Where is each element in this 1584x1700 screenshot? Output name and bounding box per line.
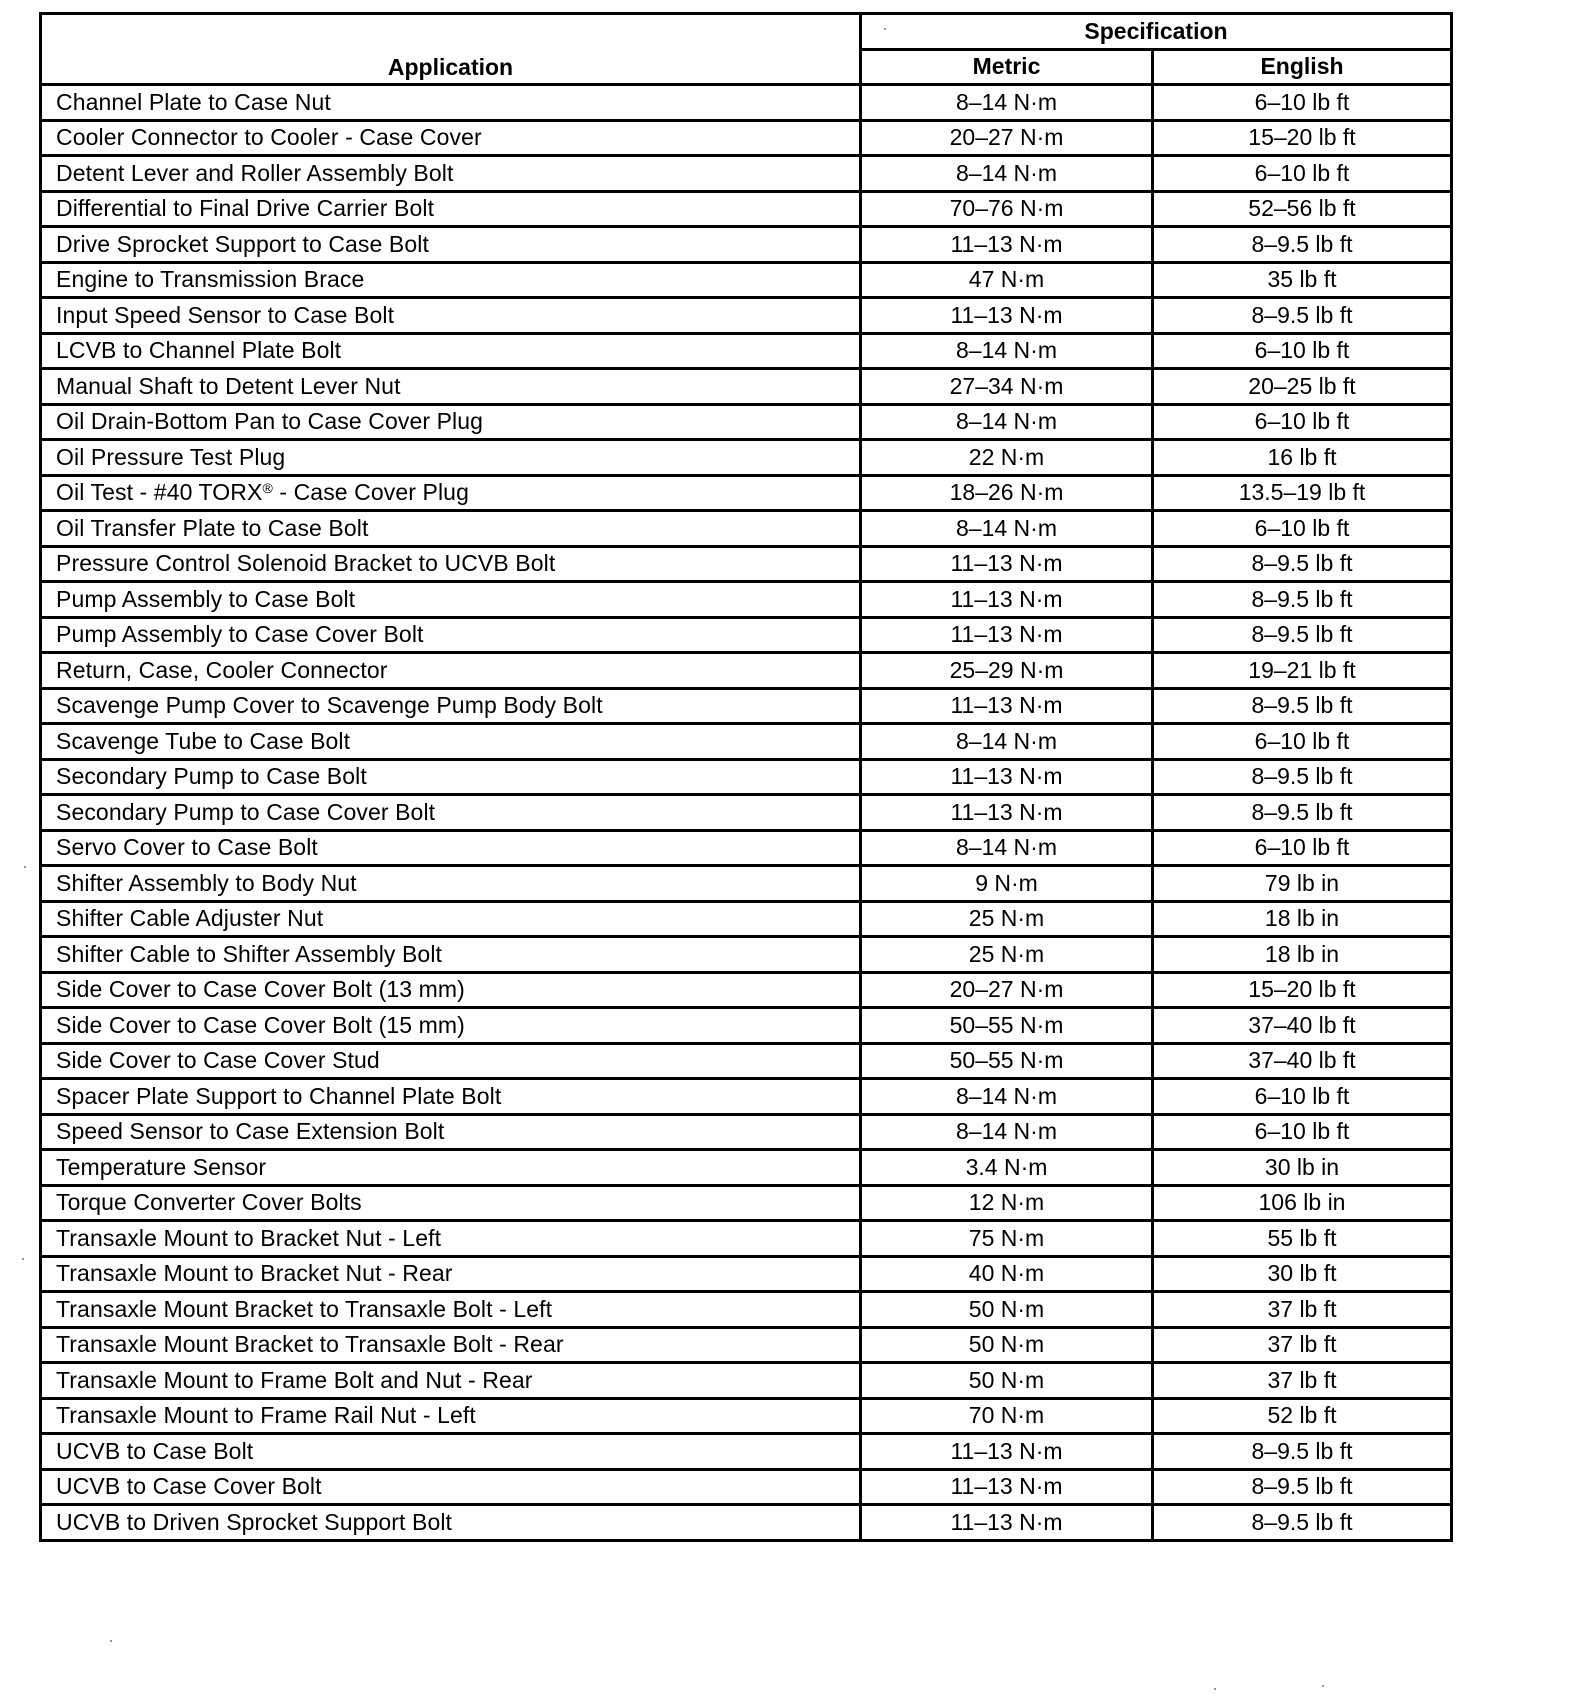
english-cell: 6–10 lb ft [1153, 156, 1452, 192]
english-cell: 37–40 lb ft [1153, 1008, 1452, 1044]
english-cell: 37 lb ft [1153, 1363, 1452, 1399]
table-row [41, 688, 1452, 724]
metric-cell: 11–13 N·m [861, 1505, 1153, 1541]
table-row [41, 1327, 1452, 1363]
metric-cell: 11–13 N·m [861, 795, 1153, 831]
application-cell: Temperature Sensor [41, 1150, 861, 1186]
application-cell: Scavenge Tube to Case Bolt [41, 724, 861, 760]
english-cell: 18 lb in [1153, 901, 1452, 937]
metric-cell: 25 N·m [861, 901, 1153, 937]
scan-speck [110, 1640, 112, 1642]
english-cell: 8–9.5 lb ft [1153, 795, 1452, 831]
application-cell: Cooler Connector to Cooler - Case Cover [41, 120, 861, 156]
application-cell: Side Cover to Case Cover Bolt (15 mm) [41, 1008, 861, 1044]
metric-cell: 11–13 N·m [861, 546, 1153, 582]
metric-cell: 22 N·m [861, 440, 1153, 476]
scan-speck [884, 28, 886, 30]
english-cell: 35 lb ft [1153, 262, 1452, 298]
table-row [41, 191, 1452, 227]
scan-speck [1322, 1685, 1324, 1687]
application-cell: Detent Lever and Roller Assembly Bolt [41, 156, 861, 192]
english-cell: 6–10 lb ft [1153, 333, 1452, 369]
application-cell: LCVB to Channel Plate Bolt [41, 333, 861, 369]
application-cell: Speed Sensor to Case Extension Bolt [41, 1114, 861, 1150]
application-cell: Differential to Final Drive Carrier Bolt [41, 191, 861, 227]
table-row [41, 1185, 1452, 1221]
metric-cell: 8–14 N·m [861, 404, 1153, 440]
english-cell: 8–9.5 lb ft [1153, 759, 1452, 795]
application-cell: Pressure Control Solenoid Bracket to UCVB Bolt [41, 546, 861, 582]
application-header: Application [41, 14, 861, 85]
metric-cell: 11–13 N·m [861, 759, 1153, 795]
application-cell: Pump Assembly to Case Cover Bolt [41, 617, 861, 653]
application-cell: Engine to Transmission Brace [41, 262, 861, 298]
metric-cell: 8–14 N·m [861, 830, 1153, 866]
metric-cell: 11–13 N·m [861, 1469, 1153, 1505]
table-row [41, 546, 1452, 582]
metric-cell: 25–29 N·m [861, 653, 1153, 689]
header-row-top [41, 14, 1452, 50]
metric-cell: 50–55 N·m [861, 1008, 1153, 1044]
metric-cell: 11–13 N·m [861, 617, 1153, 653]
table-row [41, 511, 1452, 547]
table-row [41, 369, 1452, 405]
table-row [41, 85, 1452, 121]
english-cell: 8–9.5 lb ft [1153, 1505, 1452, 1541]
table-row [41, 1292, 1452, 1328]
application-cell: Secondary Pump to Case Cover Bolt [41, 795, 861, 831]
application-cell: Input Speed Sensor to Case Bolt [41, 298, 861, 334]
metric-cell: 8–14 N·m [861, 724, 1153, 760]
table-row [41, 617, 1452, 653]
english-cell: 6–10 lb ft [1153, 511, 1452, 547]
fastener-specification-table [39, 12, 1453, 1542]
application-cell: Transaxle Mount to Bracket Nut - Left [41, 1221, 861, 1257]
table-row [41, 866, 1452, 902]
application-cell: Pump Assembly to Case Bolt [41, 582, 861, 618]
english-cell: 8–9.5 lb ft [1153, 688, 1452, 724]
english-cell: 8–9.5 lb ft [1153, 546, 1452, 582]
application-cell: Scavenge Pump Cover to Scavenge Pump Body Bolt [41, 688, 861, 724]
english-cell: 30 lb in [1153, 1150, 1452, 1186]
metric-cell: 47 N·m [861, 262, 1153, 298]
table-row [41, 937, 1452, 973]
table-row [41, 156, 1452, 192]
english-cell: 6–10 lb ft [1153, 830, 1452, 866]
table-row [41, 1398, 1452, 1434]
english-cell: 37–40 lb ft [1153, 1043, 1452, 1079]
english-cell: 8–9.5 lb ft [1153, 1469, 1452, 1505]
application-cell: Side Cover to Case Cover Stud [41, 1043, 861, 1079]
metric-cell: 8–14 N·m [861, 333, 1153, 369]
metric-cell: 50–55 N·m [861, 1043, 1153, 1079]
table-body [41, 85, 1452, 1541]
english-cell: 6–10 lb ft [1153, 724, 1452, 760]
table-row [41, 440, 1452, 476]
english-cell: 55 lb ft [1153, 1221, 1452, 1257]
english-cell: 15–20 lb ft [1153, 120, 1452, 156]
metric-cell: 70–76 N·m [861, 191, 1153, 227]
table-row [41, 1505, 1452, 1541]
metric-cell: 11–13 N·m [861, 298, 1153, 334]
scan-speck [22, 1258, 24, 1260]
english-cell: 6–10 lb ft [1153, 1114, 1452, 1150]
metric-cell: 50 N·m [861, 1363, 1153, 1399]
table-row [41, 972, 1452, 1008]
table-row [41, 582, 1452, 618]
scan-speck [1214, 1688, 1216, 1690]
application-cell: UCVB to Case Bolt [41, 1434, 861, 1470]
table-row [41, 1221, 1452, 1257]
table-row [41, 475, 1452, 511]
english-cell: 52 lb ft [1153, 1398, 1452, 1434]
metric-cell: 12 N·m [861, 1185, 1153, 1221]
table-row [41, 830, 1452, 866]
english-cell: 8–9.5 lb ft [1153, 1434, 1452, 1470]
metric-cell: 27–34 N·m [861, 369, 1153, 405]
application-cell: Transaxle Mount to Bracket Nut - Rear [41, 1256, 861, 1292]
table-row [41, 404, 1452, 440]
metric-cell: 8–14 N·m [861, 85, 1153, 121]
application-cell: Servo Cover to Case Bolt [41, 830, 861, 866]
application-cell: Transaxle Mount Bracket to Transaxle Bolt - Rear [41, 1327, 861, 1363]
application-cell: Transaxle Mount Bracket to Transaxle Bolt - Left [41, 1292, 861, 1328]
metric-cell: 11–13 N·m [861, 582, 1153, 618]
table-row [41, 653, 1452, 689]
english-cell: 19–21 lb ft [1153, 653, 1452, 689]
metric-cell: 25 N·m [861, 937, 1153, 973]
table-header [41, 14, 1452, 85]
english-cell: 8–9.5 lb ft [1153, 617, 1452, 653]
table-row [41, 1434, 1452, 1470]
application-cell: UCVB to Driven Sprocket Support Bolt [41, 1505, 861, 1541]
english-cell: 20–25 lb ft [1153, 369, 1452, 405]
application-cell: Spacer Plate Support to Channel Plate Bolt [41, 1079, 861, 1115]
application-cell: Return, Case, Cooler Connector [41, 653, 861, 689]
application-cell: Shifter Cable to Shifter Assembly Bolt [41, 937, 861, 973]
table-row [41, 262, 1452, 298]
table-row [41, 1150, 1452, 1186]
registered-mark: ® [262, 480, 273, 497]
application-cell: Oil Transfer Plate to Case Bolt [41, 511, 861, 547]
english-cell: 79 lb in [1153, 866, 1452, 902]
application-cell: Secondary Pump to Case Bolt [41, 759, 861, 795]
table-row [41, 759, 1452, 795]
table-row [41, 333, 1452, 369]
table-row [41, 1043, 1452, 1079]
table-row [41, 120, 1452, 156]
application-cell: Transaxle Mount to Frame Bolt and Nut - Rear [41, 1363, 861, 1399]
table-row [41, 227, 1452, 263]
table-row [41, 1363, 1452, 1399]
scan-speck [24, 866, 26, 868]
metric-header: Metric [861, 49, 1153, 85]
metric-cell: 75 N·m [861, 1221, 1153, 1257]
metric-cell: 11–13 N·m [861, 688, 1153, 724]
application-cell: Oil Pressure Test Plug [41, 440, 861, 476]
metric-cell: 20–27 N·m [861, 972, 1153, 1008]
application-cell: Side Cover to Case Cover Bolt (13 mm) [41, 972, 861, 1008]
table-row [41, 1256, 1452, 1292]
english-cell: 6–10 lb ft [1153, 1079, 1452, 1115]
english-cell: 18 lb in [1153, 937, 1452, 973]
metric-cell: 8–14 N·m [861, 1079, 1153, 1115]
application-cell: Channel Plate to Case Nut [41, 85, 861, 121]
table-row [41, 795, 1452, 831]
metric-cell: 9 N·m [861, 866, 1153, 902]
metric-cell: 11–13 N·m [861, 227, 1153, 263]
english-cell: 6–10 lb ft [1153, 85, 1452, 121]
english-cell: 8–9.5 lb ft [1153, 582, 1452, 618]
application-cell: UCVB to Case Cover Bolt [41, 1469, 861, 1505]
metric-cell: 40 N·m [861, 1256, 1153, 1292]
english-cell: 8–9.5 lb ft [1153, 298, 1452, 334]
application-cell: Drive Sprocket Support to Case Bolt [41, 227, 861, 263]
metric-cell: 18–26 N·m [861, 475, 1153, 511]
english-cell: 106 lb in [1153, 1185, 1452, 1221]
metric-cell: 70 N·m [861, 1398, 1153, 1434]
english-header: English [1153, 49, 1452, 85]
metric-cell: 11–13 N·m [861, 1434, 1153, 1470]
application-cell: Shifter Cable Adjuster Nut [41, 901, 861, 937]
metric-cell: 8–14 N·m [861, 156, 1153, 192]
application-cell: Manual Shaft to Detent Lever Nut [41, 369, 861, 405]
english-cell: 37 lb ft [1153, 1327, 1452, 1363]
table-row [41, 1469, 1452, 1505]
english-cell: 15–20 lb ft [1153, 972, 1452, 1008]
english-cell: 16 lb ft [1153, 440, 1452, 476]
english-cell: 37 lb ft [1153, 1292, 1452, 1328]
english-cell: 8–9.5 lb ft [1153, 227, 1452, 263]
english-cell: 13.5–19 lb ft [1153, 475, 1452, 511]
table-row [41, 901, 1452, 937]
table-row [41, 1079, 1452, 1115]
metric-cell: 8–14 N·m [861, 1114, 1153, 1150]
specification-header: Specification [861, 14, 1452, 50]
metric-cell: 3.4 N·m [861, 1150, 1153, 1186]
english-cell: 30 lb ft [1153, 1256, 1452, 1292]
metric-cell: 8–14 N·m [861, 511, 1153, 547]
application-cell: Transaxle Mount to Frame Rail Nut - Left [41, 1398, 861, 1434]
table-row [41, 724, 1452, 760]
metric-cell: 50 N·m [861, 1292, 1153, 1328]
english-cell: 52–56 lb ft [1153, 191, 1452, 227]
table-row [41, 1114, 1452, 1150]
english-cell: 6–10 lb ft [1153, 404, 1452, 440]
metric-cell: 50 N·m [861, 1327, 1153, 1363]
application-cell: Oil Drain-Bottom Pan to Case Cover Plug [41, 404, 861, 440]
application-cell: Oil Test - #40 TORX® - Case Cover Plug [41, 475, 861, 511]
table-row [41, 1008, 1452, 1044]
application-cell: Torque Converter Cover Bolts [41, 1185, 861, 1221]
application-cell: Shifter Assembly to Body Nut [41, 866, 861, 902]
metric-cell: 20–27 N·m [861, 120, 1153, 156]
table-row [41, 298, 1452, 334]
